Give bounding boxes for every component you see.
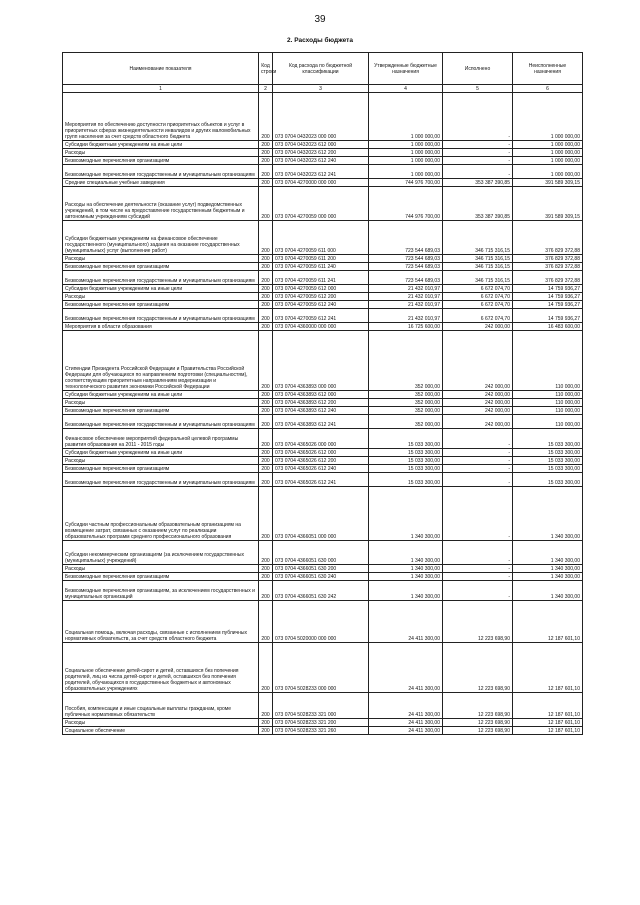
row-approved: 1 000 000,00 [369,149,443,157]
row-executed: - [443,541,513,565]
row-kbk: 073 0704 5028233 321 000 [273,693,369,719]
table-row [63,157,583,165]
row-executed: - [443,457,513,465]
row-executed: 353 387 390,85 [443,187,513,221]
col-header-name: Наименование показателя [63,53,259,85]
row-remaining: 12 187 601,10 [513,601,583,643]
row-remaining: 110 000,00 [513,331,583,391]
row-kbk: 073 0704 4366051 630 242 [273,581,369,601]
col-number: 2 [259,85,273,93]
row-kbk: 073 0704 4366051 630 000 [273,541,369,565]
table-row [63,693,583,719]
table-row [63,487,583,541]
table-row [63,727,583,735]
table-row [63,301,583,309]
row-kbk: 073 0704 4270059 611 240 [273,263,369,271]
row-name: Расходы [63,149,259,157]
row-approved: 1 000 000,00 [369,165,443,179]
row-approved: 1 340 300,00 [369,581,443,601]
expenses-table [62,52,583,735]
row-line-code: 200 [259,457,273,465]
row-line-code: 200 [259,221,273,255]
row-approved: 21 432 010,97 [369,285,443,293]
table-row [63,323,583,331]
row-kbk: 073 0704 4270059 611 000 [273,221,369,255]
table-row [63,719,583,727]
row-name: Расходы на обеспечение деятельности (оказание услуг) подведомственных учреждений, в том числе на предоставление государственным бюджетным и автономным учреждениям субсидий [63,187,259,221]
row-remaining: 376 829 372,88 [513,263,583,271]
row-remaining: 1 000 000,00 [513,165,583,179]
row-executed: - [443,149,513,157]
table-row [63,285,583,293]
row-approved: 24 411 300,00 [369,693,443,719]
row-kbk: 073 0704 4365026 612 240 [273,465,369,473]
row-remaining: 12 187 601,10 [513,719,583,727]
row-approved: 24 411 300,00 [369,727,443,735]
row-approved: 352 000,00 [369,331,443,391]
row-executed: - [443,157,513,165]
row-line-code: 200 [259,323,273,331]
row-kbk: 073 0704 4365026 612 241 [273,473,369,487]
row-executed: 6 672 074,70 [443,309,513,323]
row-remaining: 110 000,00 [513,399,583,407]
row-kbk: 073 0704 4363893 612 000 [273,391,369,399]
col-header-line-code: Код строки [259,53,273,85]
row-approved: 24 411 300,00 [369,719,443,727]
table-row [63,293,583,301]
row-name: Безвозмездные перечисления государственным и муниципальным организациям [63,415,259,429]
row-name: Мероприятия в области образования [63,323,259,331]
table-row [63,141,583,149]
row-approved: 352 000,00 [369,391,443,399]
row-line-code: 200 [259,255,273,263]
col-header-remaining: Неисполненные назначения [513,53,583,85]
row-approved: 352 000,00 [369,415,443,429]
table-row [63,391,583,399]
row-line-code: 200 [259,93,273,141]
table-row [63,255,583,263]
row-approved: 1 340 300,00 [369,573,443,581]
row-name: Расходы [63,565,259,573]
table-row [63,415,583,429]
column-number-row [63,85,583,93]
row-kbk: 073 0704 4363893 612 241 [273,415,369,429]
row-name: Средние специальные учебные заведения [63,179,259,187]
row-remaining: 1 340 300,00 [513,487,583,541]
row-name: Расходы [63,293,259,301]
row-executed: - [443,581,513,601]
row-kbk: 073 0704 4365026 612 000 [273,449,369,457]
row-approved: 21 432 010,97 [369,301,443,309]
row-line-code: 200 [259,285,273,293]
row-line-code: 200 [259,487,273,541]
row-name: Субсидии некоммерческим организациям (за исключением государственных (муниципальных) учреждений) [63,541,259,565]
row-kbk: 073 0704 4270059 612 241 [273,309,369,323]
row-executed: - [443,141,513,149]
row-executed: 12 223 698,90 [443,601,513,643]
row-name: Безвозмездные перечисления государственным и муниципальным организациям [63,473,259,487]
row-kbk: 073 0704 4365026 612 200 [273,457,369,465]
row-name: Пособия, компенсации и иные социальные выплаты гражданам, кроме публичных нормативных обязательств [63,693,259,719]
row-approved: 352 000,00 [369,399,443,407]
row-remaining: 1 340 300,00 [513,565,583,573]
row-name: Расходы [63,255,259,263]
table-row [63,465,583,473]
row-line-code: 200 [259,271,273,285]
table-row [63,165,583,179]
row-approved: 15 033 300,00 [369,429,443,449]
header-row [63,53,583,85]
row-line-code: 200 [259,727,273,735]
row-approved: 1 000 000,00 [369,141,443,149]
row-kbk: 073 0704 5020000 000 000 [273,601,369,643]
table-row [63,541,583,565]
row-approved: 24 411 300,00 [369,601,443,643]
row-remaining: 391 589 309,15 [513,179,583,187]
col-header-approved: Утвержденные бюджетные назначения [369,53,443,85]
row-line-code: 200 [259,157,273,165]
row-remaining: 1 000 000,00 [513,93,583,141]
row-name: Социальная помощь, включая расходы, связанные с исполнением публичных нормативных обязательств, за счет средств областного бюджета [63,601,259,643]
row-remaining: 1 000 000,00 [513,149,583,157]
row-name: Безвозмездные перечисления организациям [63,263,259,271]
row-executed: - [443,429,513,449]
row-line-code: 200 [259,565,273,573]
row-remaining: 1 340 300,00 [513,541,583,565]
row-executed: 346 715 316,15 [443,221,513,255]
row-name: Субсидии бюджетным учреждениям на финансовое обеспечение государственного (муниципального) задания на оказание государственных (муниципальных) услуг (выполнение работ) [63,221,259,255]
table-row [63,473,583,487]
row-approved: 723 544 689,03 [369,221,443,255]
row-executed: - [443,165,513,179]
row-line-code: 200 [259,149,273,157]
row-remaining: 12 187 601,10 [513,643,583,693]
row-approved: 744 976 700,00 [369,179,443,187]
row-executed: - [443,449,513,457]
table-row [63,601,583,643]
row-approved: 1 000 000,00 [369,93,443,141]
row-kbk: 073 0704 0432023 612 200 [273,149,369,157]
row-name: Безвозмездные перечисления государственным и муниципальным организациям [63,165,259,179]
row-kbk: 073 0704 5028233 321 200 [273,719,369,727]
row-name: Субсидии бюджетным учреждениям на иные цели [63,449,259,457]
row-approved: 744 976 700,00 [369,187,443,221]
row-line-code: 200 [259,601,273,643]
table-row [63,429,583,449]
table-body [63,93,583,735]
row-name: Финансовое обеспечение мероприятий федеральной целевой программы развития образования на 2011 - 2015 годы [63,429,259,449]
table-row [63,263,583,271]
row-executed: - [443,473,513,487]
row-kbk: 073 0704 4270059 612 200 [273,293,369,301]
row-kbk: 073 0704 4270059 612 000 [273,285,369,293]
row-line-code: 200 [259,473,273,487]
row-remaining: 15 033 300,00 [513,429,583,449]
row-kbk: 073 0704 4270059 611 200 [273,255,369,263]
row-executed: 6 672 074,70 [443,285,513,293]
row-remaining: 15 033 300,00 [513,449,583,457]
row-remaining: 14 759 936,27 [513,285,583,293]
table-row [63,449,583,457]
row-executed: 242 000,00 [443,331,513,391]
row-kbk: 073 0704 4366051 000 000 [273,487,369,541]
row-approved: 15 033 300,00 [369,457,443,465]
row-kbk: 073 0704 0432023 000 000 [273,93,369,141]
page-number: 39 [314,14,326,25]
row-name: Безвозмездные перечисления организациям [63,573,259,581]
row-remaining: 1 000 000,00 [513,157,583,165]
row-remaining: 14 759 936,27 [513,309,583,323]
row-approved: 21 432 010,97 [369,309,443,323]
row-remaining: 110 000,00 [513,407,583,415]
row-executed: 12 223 698,90 [443,643,513,693]
row-kbk: 073 0704 4366051 630 240 [273,573,369,581]
row-approved: 15 033 300,00 [369,449,443,457]
table-row [63,457,583,465]
table-row [63,565,583,573]
table-row [63,309,583,323]
row-line-code: 200 [259,719,273,727]
row-executed: 12 223 698,90 [443,719,513,727]
row-executed: - [443,565,513,573]
row-name: Безвозмездные перечисления государственным и муниципальным организациям [63,271,259,285]
row-remaining: 376 829 372,88 [513,271,583,285]
row-executed: 242 000,00 [443,391,513,399]
row-name: Безвозмездные перечисления организациям, за исключением государственных и муниципальных организаций [63,581,259,601]
row-name: Безвозмездные перечисления организациям [63,157,259,165]
row-line-code: 200 [259,179,273,187]
table-row [63,149,583,157]
row-approved: 352 000,00 [369,407,443,415]
row-kbk: 073 0704 4270000 000 000 [273,179,369,187]
row-approved: 1 340 300,00 [369,565,443,573]
row-approved: 15 033 300,00 [369,465,443,473]
col-header-executed: Исполнено [443,53,513,85]
col-number: 1 [63,85,259,93]
row-kbk: 073 0704 5028233 321 260 [273,727,369,735]
table-row [63,331,583,391]
row-remaining: 1 000 000,00 [513,141,583,149]
col-number: 4 [369,85,443,93]
row-kbk: 073 0704 4270059 612 240 [273,301,369,309]
row-approved: 723 544 689,03 [369,255,443,263]
row-line-code: 200 [259,399,273,407]
table-row [63,93,583,141]
row-kbk: 073 0704 0432023 612 000 [273,141,369,149]
row-name: Субсидии бюджетным учреждениям на иные цели [63,391,259,399]
row-line-code: 200 [259,331,273,391]
row-line-code: 200 [259,541,273,565]
row-kbk: 073 0704 5028233 000 000 [273,643,369,693]
row-remaining: 1 340 300,00 [513,581,583,601]
row-remaining: 12 187 601,10 [513,727,583,735]
row-approved: 21 432 010,97 [369,293,443,301]
table-row [63,573,583,581]
table-row [63,221,583,255]
section-title: 2. Расходы бюджета [287,37,353,44]
row-line-code: 200 [259,141,273,149]
row-approved: 723 544 689,03 [369,263,443,271]
row-line-code: 200 [259,429,273,449]
row-executed: 346 715 316,15 [443,263,513,271]
row-name: Расходы [63,399,259,407]
row-name: Субсидии частным профессиональным образовательным организациям на возмещение затрат, связанных с оказанием услуг по реализации образовательных программ среднего профессионального образования [63,487,259,541]
row-remaining: 1 340 300,00 [513,573,583,581]
row-kbk: 073 0704 4360000 000 000 [273,323,369,331]
row-line-code: 200 [259,309,273,323]
table-row [63,581,583,601]
row-name: Расходы [63,457,259,465]
row-line-code: 200 [259,293,273,301]
row-remaining: 14 759 936,27 [513,301,583,309]
row-name: Социальное обеспечение [63,727,259,735]
row-executed: - [443,93,513,141]
row-executed: 6 672 074,70 [443,293,513,301]
row-approved: 1 340 300,00 [369,487,443,541]
row-kbk: 073 0704 0432023 612 240 [273,157,369,165]
row-remaining: 12 187 601,10 [513,693,583,719]
row-executed: 6 672 074,70 [443,301,513,309]
table-row [63,271,583,285]
col-number: 6 [513,85,583,93]
row-line-code: 200 [259,263,273,271]
row-executed: 346 715 316,15 [443,255,513,263]
table-row [63,187,583,221]
row-name: Субсидии бюджетным учреждениям на иные цели [63,285,259,293]
row-remaining: 14 759 936,27 [513,293,583,301]
row-name: Безвозмездные перечисления организациям [63,407,259,415]
row-remaining: 391 589 309,15 [513,187,583,221]
table-row [63,407,583,415]
col-header-kbk: Код расхода по бюджетной классификации [273,53,369,85]
row-name: Мероприятия по обеспечению доступности приоритетных объектов и услуг в приоритетных сферах жизнедеятельности инвалидов и других маломобильных групп населения за счет средств областного бюджета [63,93,259,141]
row-remaining: 15 033 300,00 [513,473,583,487]
row-line-code: 200 [259,449,273,457]
row-remaining: 110 000,00 [513,415,583,429]
col-number: 5 [443,85,513,93]
row-line-code: 200 [259,415,273,429]
row-line-code: 200 [259,165,273,179]
row-executed: 12 223 698,90 [443,727,513,735]
row-remaining: 16 483 600,00 [513,323,583,331]
row-remaining: 15 033 300,00 [513,465,583,473]
row-line-code: 200 [259,693,273,719]
row-executed: - [443,465,513,473]
row-approved: 1 000 000,00 [369,157,443,165]
row-executed: 346 715 316,15 [443,271,513,285]
row-line-code: 200 [259,465,273,473]
row-name: Стипендии Президента Российской Федерации и Правительства Российской Федерации для обучающихся по направлениям подготовки (специальностям), соответствующим приоритетным направлениям модернизации и технологического развития экономики Российской Федерации [63,331,259,391]
row-kbk: 073 0704 0432023 612 241 [273,165,369,179]
row-name: Социальное обеспечение детей-сирот и детей, оставшихся без попечения родителей, лиц из числа детей-сирот и детей, оставшихся без попечения родителей, обучающихся в государственных бюджетных и автономных образовательных учреждениях [63,643,259,693]
row-line-code: 200 [259,643,273,693]
row-remaining: 15 033 300,00 [513,457,583,465]
row-approved: 1 340 300,00 [369,541,443,565]
row-approved: 723 544 689,03 [369,271,443,285]
row-kbk: 073 0704 4363893 612 200 [273,399,369,407]
row-executed: 353 387 390,85 [443,179,513,187]
row-kbk: 073 0704 4366051 630 200 [273,565,369,573]
col-number: 3 [273,85,369,93]
row-executed: 242 000,00 [443,323,513,331]
table-row [63,643,583,693]
row-approved: 24 411 300,00 [369,643,443,693]
table-row [63,399,583,407]
row-kbk: 073 0704 4270059 000 000 [273,187,369,221]
row-remaining: 376 829 372,88 [513,255,583,263]
row-kbk: 073 0704 4270059 611 241 [273,271,369,285]
row-remaining: 110 000,00 [513,391,583,399]
row-name: Безвозмездные перечисления организациям [63,465,259,473]
row-executed: 242 000,00 [443,415,513,429]
row-line-code: 200 [259,187,273,221]
row-line-code: 200 [259,407,273,415]
row-kbk: 073 0704 4365026 000 000 [273,429,369,449]
row-executed: 242 000,00 [443,399,513,407]
row-kbk: 073 0704 4363893 612 240 [273,407,369,415]
row-line-code: 200 [259,301,273,309]
row-executed: - [443,487,513,541]
row-name: Безвозмездные перечисления организациям [63,301,259,309]
table-row [63,179,583,187]
row-line-code: 200 [259,573,273,581]
row-name: Расходы [63,719,259,727]
row-line-code: 200 [259,581,273,601]
row-executed: - [443,573,513,581]
row-remaining: 376 829 372,88 [513,221,583,255]
row-name: Безвозмездные перечисления государственным и муниципальным организациям [63,309,259,323]
row-executed: 242 000,00 [443,407,513,415]
row-line-code: 200 [259,391,273,399]
row-approved: 15 033 300,00 [369,473,443,487]
row-executed: 12 223 698,90 [443,693,513,719]
row-name: Субсидии бюджетным учреждениям на иные цели [63,141,259,149]
row-approved: 16 725 600,00 [369,323,443,331]
row-kbk: 073 0704 4363893 000 000 [273,331,369,391]
